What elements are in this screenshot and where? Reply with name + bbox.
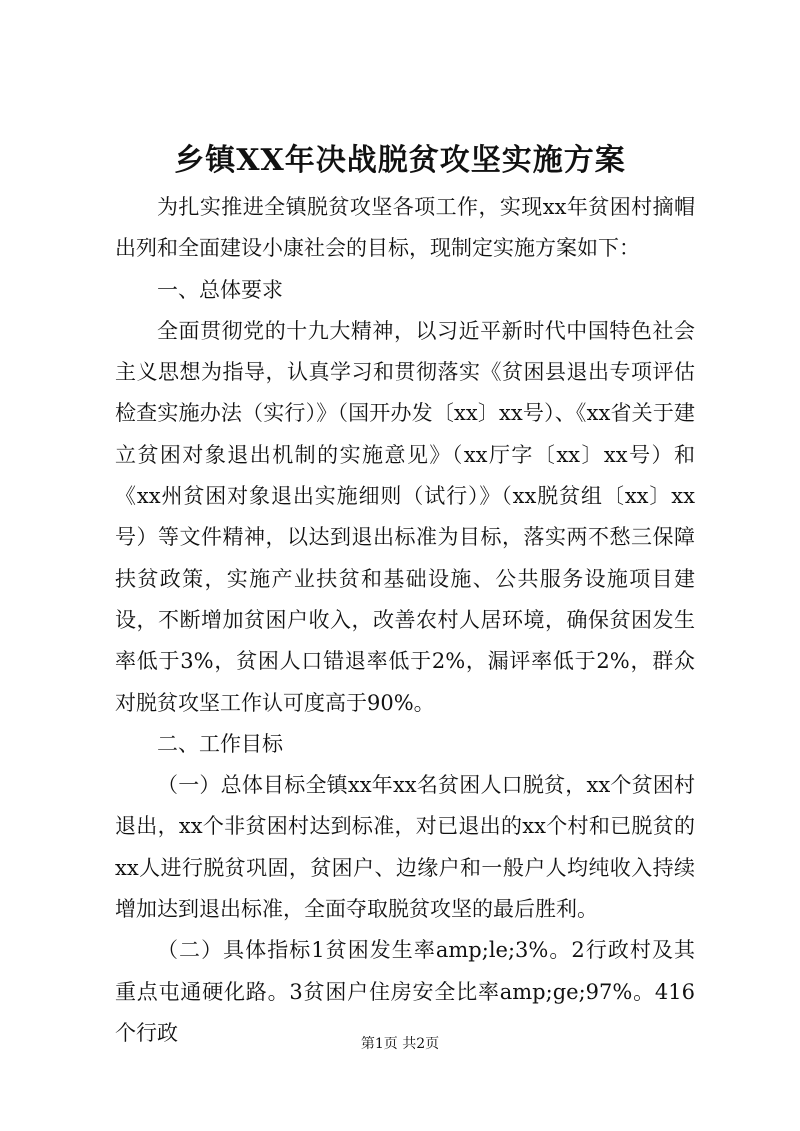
overall-goal-paragraph: （一）总体目标全镇xx年xx名贫困人口脱贫，xx个贫困村退出，xx个非贫困村达到标准，对已退出的xx个村和已脱贫的xx人进行脱贫巩固，贫困户、边缘户和一般户人均纯收入持续增加达到退出标准，全面夺取脱贫攻坚的最后胜利。 bbox=[115, 773, 695, 922]
specific-indicators-paragraph: （二）具体指标1贫困发生率amp;le;3%。2行政村及其重点屯通硬化路。3贫困户住房安全比率amp;ge;97%。416个行政 bbox=[115, 938, 695, 1045]
page-footer: 第1页 共2页 bbox=[360, 1036, 440, 1052]
section-heading-general-requirements: 一、总体要求 bbox=[157, 277, 283, 302]
document-body bbox=[115, 187, 695, 1054]
document-title: 乡镇XX年决战脱贫攻坚实施方案 bbox=[174, 143, 626, 178]
general-requirements-paragraph: 全面贯彻党的十九大精神，以习近平新时代中国特色社会主义思想为指导，认真学习和贯彻落实《贫困县退出专项评估检查实施办法（实行）》（国开办发〔xx〕xx号）、《xx省关于建立贫困对象退出机制的实施意见》（xx厅字〔xx〕xx号）和《xx州贫困对象退出实施细则（试行）》（xx脱贫组〔xx〕xx号）等文件精神，以达到退出标准为目标，落实两不愁三保障扶贫政策，实施产业扶贫和基础设施、公共服务设施项目建设，不断增加贫困户收入，改善农村人居环境，确保贫困发生率低于3%，贫困人口错退率低于2%，漏评率低于2%，群众对脱贫攻坚工作认可度高于90%。 bbox=[115, 318, 695, 715]
section-heading-work-goals: 二、工作目标 bbox=[157, 731, 283, 756]
intro-paragraph: 为扎实推进全镇脱贫攻坚各项工作，实现xx年贫困村摘帽出列和全面建设小康社会的目标，现制定实施方案如下： bbox=[115, 195, 695, 261]
